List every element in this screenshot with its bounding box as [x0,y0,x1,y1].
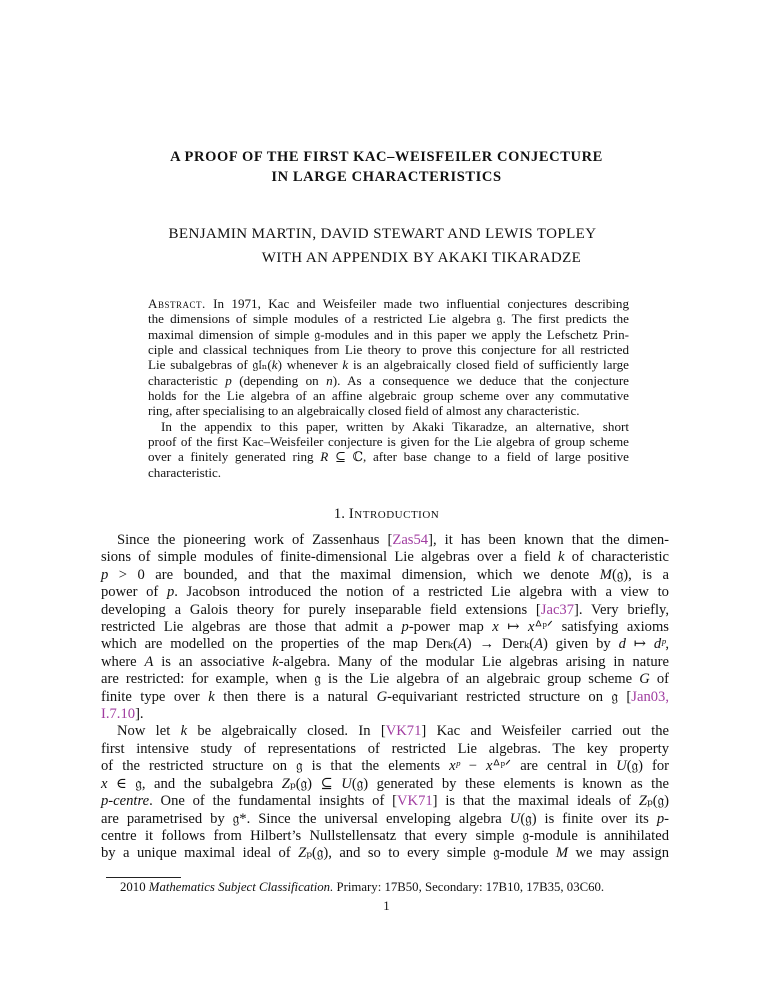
text-line: first intensive study of representations of restricted Lie algebras. The key property [101,740,669,757]
math-symbol: M [599,566,612,583]
text-line: where A is an associative k-algebra. Many of the modular Lie algebras arising in nature [101,653,669,670]
author-line: BENJAMIN MARTIN, DAVID STEWART AND LEWIS TOPLEY [168,226,597,242]
abstract [148,296,629,480]
text-line: finite type over k then there is a natural G-equivariant restricted structure on 𝔤 [Jan03, [101,688,669,705]
text-line: are parametrised by 𝔤*. Since the universal enveloping algebra U(𝔤) is finite over its p- [101,810,670,827]
text-line: restricted Lie algebras are those that admit a p-power map x ↦ xᐞᵖᐟ satisfying axioms [101,619,669,636]
text-line: Since the pioneering work of Zassenhaus [Zas54], it has been known that the dimen- [117,532,669,548]
math-symbol: k [342,357,349,373]
text-line: centre it follows from Hilbert’s Nullstellensatz that every simple 𝔤-module is annihilated [101,827,669,844]
math-symbol: n [326,372,333,388]
section-heading [0,506,773,523]
text-line: of the restricted structure on 𝔤 is that the elements xᵖ − xᐞᵖᐟ are central in U(𝔤) for [101,758,669,775]
text-line: proof of the first Kac–Weisfeiler conjecture is given for the Lie algebra of group scheme [148,434,629,450]
text-line: Lie subalgebras of 𝔤𝔩ₙ(k) whenever k is an algebraically closed field of sufficiently large [148,357,629,373]
math-symbol: Z [281,775,290,792]
math-symbol: xᵖ [449,758,460,775]
footnote-text: Primary: 17B50, Secondary: 17B10, 17B35, 03C60. [333,880,605,894]
citation-link[interactable]: I.7.10 [101,706,136,723]
math-symbol: Z [638,793,647,810]
text-line: In the appendix to this paper, written by Akaki Tikaradze, an alternative, short [161,418,629,434]
math-symbol: p [101,566,109,583]
text-line: characteristic. [148,464,222,480]
text-line: Now let k be algebraically closed. In [VK71] Kac and Weisfeiler carried out the [117,723,670,740]
math-symbol: x [101,775,108,792]
citation-link[interactable]: Jac37 [540,601,575,618]
math-symbol: p [656,810,665,827]
footnote [120,880,604,895]
citation-link[interactable]: VK71 [385,723,422,740]
text-line: ring, after specialising to an algebraically closed field of almost any characteristic. [148,403,580,419]
math-symbol: A [457,636,467,653]
math-symbol: Z [298,845,307,862]
math-symbol: U [509,810,521,827]
math-symbol: k [271,357,278,373]
text-line: Abstract. In 1971, Kac and Weisfeiler made two influential conjectures describing [148,296,629,311]
math-symbol: dᵖ [653,636,666,653]
math-symbol: p [225,372,232,388]
footnote-year: 2010 [120,880,146,894]
text-line: power of p. Jacobson introduced the notion of a restricted Lie algebra with a view to [101,584,669,601]
math-symbol: M [555,845,569,862]
math-symbol: U [341,775,352,792]
math-symbol: G [376,688,388,705]
text-line: p > 0 are bounded, and that the maximal dimension, which we denote M(𝔤), is a [101,566,670,583]
text-line: over a finitely generated ring R ⊆ ℂ, after base change to a field of large positive [148,449,629,465]
text-line: characteristic p (depending on n). As a consequence we deduce that the conjecture [148,372,629,388]
math-symbol: x [527,619,535,636]
text-line: ciple and classical techniques from Lie theory to prove this conjecture for all restricted [148,342,629,358]
section-title: Introduction [348,506,440,522]
math-symbol: d [618,636,626,653]
math-symbol: x [492,619,499,636]
title-line: IN LARGE CHARACTERISTICS [271,169,502,185]
math-symbol: U [616,758,627,775]
title-line: A PROOF OF THE FIRST KAC–WEISFEILER CONJECTURE [170,149,603,165]
math-symbol: k [208,688,215,705]
math-symbol: A [534,636,543,653]
abstract-label: Abstract. [148,296,206,311]
text-line: x ∈ 𝔤, and the subalgebra Zₚ(𝔤) ⊆ U(𝔤) generated by these elements is known as the [101,775,670,792]
page-number: 1 [383,899,390,913]
citation-link[interactable]: Zas54 [392,532,429,548]
text-line: developing a Galois theory for purely inseparable field extensions [Jac37]. Very briefly, [101,601,669,618]
math-symbol: p [166,584,175,601]
citation-link[interactable]: VK71 [396,793,433,810]
math-symbol: p [401,619,409,636]
paper-title [0,147,773,187]
text-line: maximal dimension of simple 𝔤-modules and in this paper we apply the Lefschetz Prin- [148,326,629,342]
introduction-body [101,532,669,863]
text-line: p-centre. One of the fundamental insights of [VK71] is that the maximal ideals of Zₚ(𝔤) [101,793,670,810]
text-line: by a unique maximal ideal of Zₚ(𝔤), and so to every simple 𝔤-module M we may assign [101,845,670,862]
text-line: holds for the Lie algebra of an affine algebraic group scheme over any commutative [148,388,629,404]
math-symbol: x [486,758,493,775]
math-symbol: k [558,549,565,566]
math-symbol: k [272,653,279,670]
math-symbol: R [320,449,329,465]
footnote-rule [106,877,181,878]
math-symbol: k [180,723,188,740]
citation-link[interactable]: Jan03, [631,688,669,705]
text-line: are restricted: for example, when 𝔤 is the Lie algebra of an algebraic group scheme G of [101,671,670,688]
text-line: sions of simple modules of finite-dimensional Lie algebras over a field k of characteristic [101,549,669,566]
text-line: I.7.10]. [101,706,144,723]
math-symbol: A [144,653,154,670]
text-line: the dimensions of simple modules of a restricted Lie algebra 𝔤. The first predicts the [148,311,629,327]
author-line: WITH AN APPENDIX BY AKAKI TIKARADZE [261,250,582,266]
math-symbol: G [639,671,650,688]
section-number: 1. [333,506,346,522]
math-symbol: p-centre [101,793,150,810]
footnote-label: Mathematics Subject Classification. [148,880,334,894]
authors [0,222,773,270]
text-line: which are modelled on the properties of the map Derₖ(A) → Derₖ(A) given by d ↦ dᵖ, [101,636,669,653]
